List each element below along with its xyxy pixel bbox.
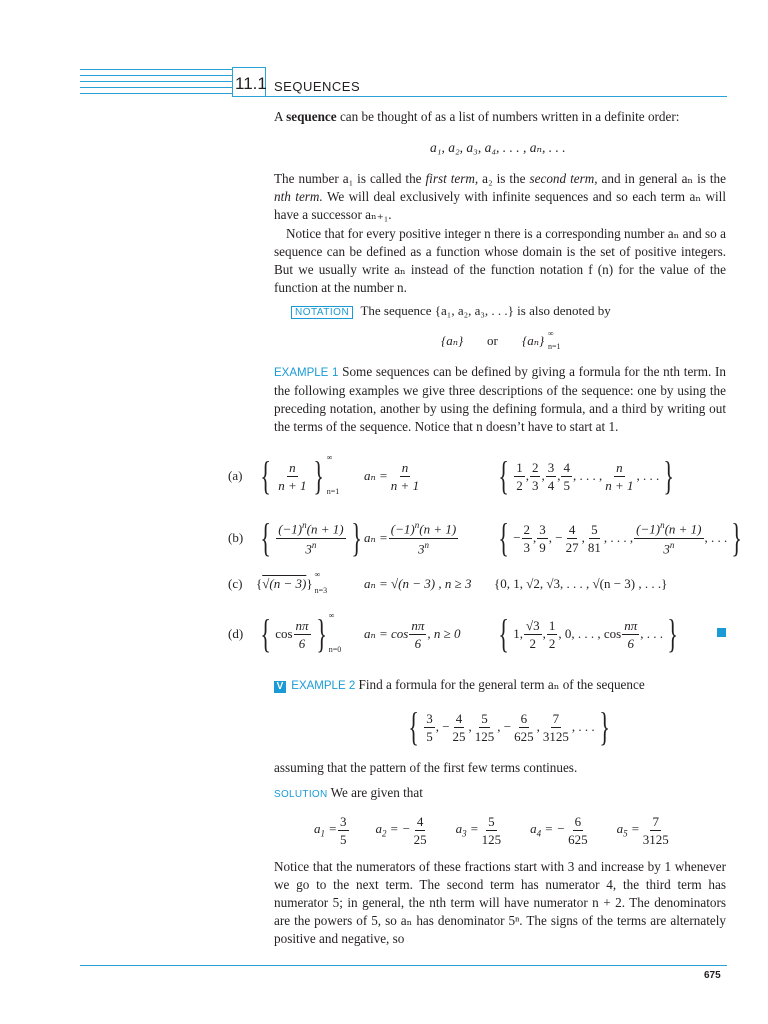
conclusion-paragraph: Notice that the numerators of these fractions start with 3 and increase by 1 whenever we go to the next term. The second term has numerator 4, the third term has numerator 5; in general, the nth term will have numerator n + 2. The denominators are the powers of 5, so aₙ has denominator 5ⁿ. The signs of the terms are alternately positive and negative, so xyxy=(274,859,726,946)
solution-label: SOLUTION xyxy=(274,789,328,800)
terms-paragraph: The number a₁ is called the first term, a₂ is the second term, and in general aₙ is the nth term. We will deal exclusively with infinite sequences and so each term aₙ will have a successor aₙ₊₁. xyxy=(274,171,726,222)
header-line xyxy=(80,69,232,70)
row-d: (d) { cos $\frac{n\pi}{6}$ } ∞ n=0 xyxy=(228,611,342,656)
notation-line xyxy=(291,303,611,319)
header-rule xyxy=(232,96,727,97)
example2-line: V EXAMPLE 2 Find a formula for the general term aₙ of the sequence xyxy=(274,677,645,693)
header-line xyxy=(80,87,232,88)
example2-label: EXAMPLE 2 xyxy=(291,680,356,692)
page-number: 675 xyxy=(704,970,721,981)
intro-paragraph: A sequence can be thought of as a list of numbers written in a definite order: xyxy=(274,109,680,124)
example2-sequence: { $\frac{3}{5}$ , − $\frac{4}{25}$ , $\frac{5}{125}$ , − $\frac{6}{625}$ , $\frac{7}{3125}$ , . . . } xyxy=(408,704,610,749)
example1-paragraph: EXAMPLE 1 Some sequences can be defined by giving a formula for the nth term. In the following examples we give three descriptions of the sequence: one by using the preceding notation, another by using the defining formula, and a third by writing out the terms of the sequence. Notice that n doesn’t have to start at 1. xyxy=(274,364,726,434)
row-a: (a) { $\frac{n}{n + 1}$ } ∞ n=1 xyxy=(228,453,340,498)
solution-terms: $a_1$ = $\frac{3}{5}$ $a_2$ = − $\frac{4}{25}$ $a_3$ = $\frac{5}{125}$ $a_4$ = − $\frac{6}{625}$ $a_5$ = $\frac{7}{3125}$ xyxy=(314,813,669,847)
example2-after: assuming that the pattern of the first few terms continues. xyxy=(274,760,578,775)
row-d-formula: aₙ = cos $\frac{n\pi}{6}$ , n ≥ 0 xyxy=(364,617,461,651)
header-line xyxy=(80,81,232,82)
notation-or: or xyxy=(487,333,498,348)
header-line xyxy=(80,75,232,76)
notation-label: NOTATION xyxy=(291,306,353,319)
notation-form-2: {aₙ} ∞ n=1 xyxy=(522,329,561,351)
row-b-formula: aₙ = $\frac{(-1)^n(n + 1)}{3^n}$ xyxy=(364,520,457,556)
section-number: 11.1 xyxy=(235,74,267,93)
example1-label: EXAMPLE 1 xyxy=(274,367,339,379)
footer-rule xyxy=(80,965,727,966)
sequence-list: a₁, a₂, a₃, a₄, . . . , aₙ, . . . xyxy=(430,140,566,155)
notation-text: The sequence {a₁, a₂, a₃, . . .} is also denoted by xyxy=(360,303,611,318)
sequence-term: sequence xyxy=(286,109,337,124)
end-of-example-square xyxy=(717,628,726,637)
header-line xyxy=(80,93,232,94)
row-c: (c) { √(n − 3) } ∞ n=3 xyxy=(228,570,328,595)
video-icon[interactable]: V xyxy=(274,681,286,693)
row-b-terms: { − $\frac{2}{3}$ , $\frac{3}{9}$ , − $\frac{4}{27}$ , $\frac{5}{81}$ , . . . , $\frac{(-1)^n(n + 1)}{3^n}$ , . . . } xyxy=(498,515,743,560)
row-b: (b) { $\frac{(-1)^n(n + 1)}{3^n}$ } xyxy=(228,515,362,560)
row-a-terms: { $\frac{1}{2}$ , $\frac{2}{3}$ , $\frac{3}{4}$ , $\frac{4}{5}$ , . . . , $\frac{n}{n + 1}$ , . . . } xyxy=(498,453,675,498)
row-c-formula: aₙ = √(n − 3) , n ≥ 3 xyxy=(364,576,472,591)
notation-form-1: {aₙ} xyxy=(441,333,464,348)
section-title: SEQUENCES xyxy=(274,79,361,94)
notice-paragraph: Notice that for every positive integer n there is a corresponding number aₙ and so a sequence can be defined as a function whose domain is the set of positive integers. But we usually write aₙ instead of the function notation f (n) for the value of the function at the number n. xyxy=(274,226,726,295)
row-d-terms: { 1, $\frac{√3}{2}$ , $\frac{1}{2}$ , 0, . . . , cos $\frac{n\pi}{6}$ , . . . } xyxy=(498,611,678,656)
row-c-terms: {0, 1, √2, √3, . . . , √(n − 3) , . . .} xyxy=(494,576,668,591)
solution-line: SOLUTION We are given that xyxy=(274,785,423,800)
row-a-formula: aₙ = $\frac{n}{n + 1}$ xyxy=(364,459,420,493)
